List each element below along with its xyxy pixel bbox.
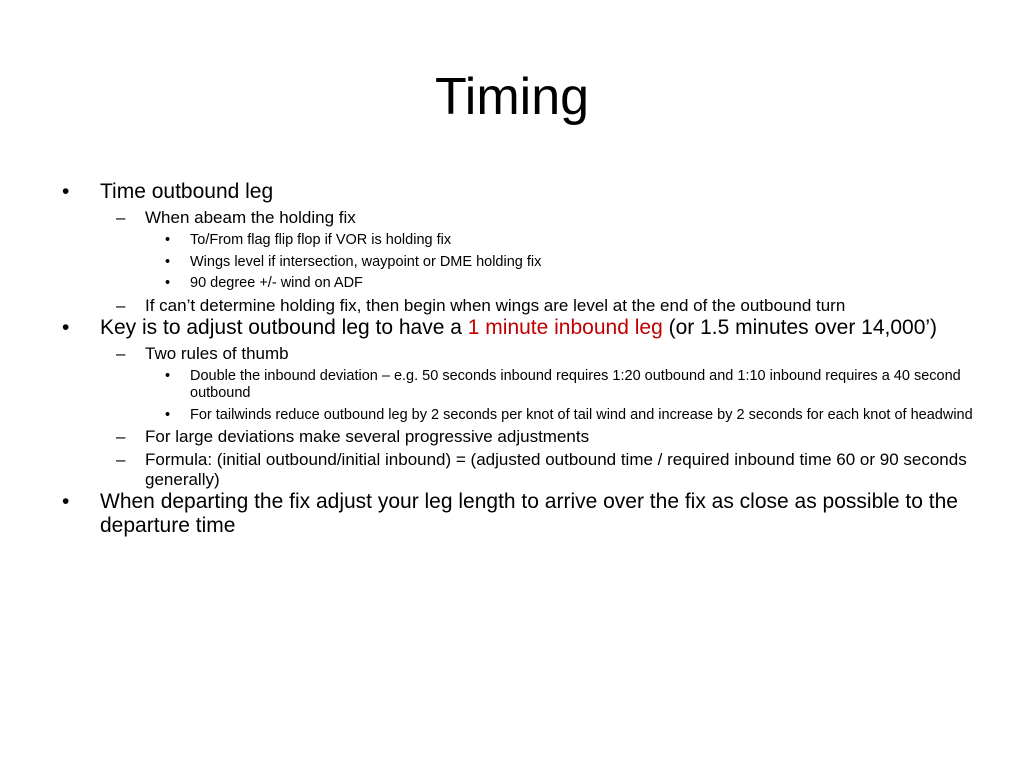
- sub-bullet-text: If can’t determine holding fix, then begin when wings are level at the end of the outbound turn: [145, 295, 846, 315]
- sub-bullet-text: Formula: (initial outbound/initial inbound) = (adjusted outbound time / required inbound time 60 or 90 seconds generally): [145, 450, 967, 489]
- sub-sub-bullet-text: Wings level if intersection, waypoint or DME holding fix: [190, 253, 542, 270]
- sub-bullet-abeam-holding-fix: [100, 208, 988, 228]
- bullet-icon: •: [165, 367, 171, 384]
- bullet-icon: •: [62, 180, 70, 203]
- bullet-icon: •: [165, 275, 171, 291]
- sub-bullet-text: When abeam the holding fix: [145, 208, 356, 227]
- slide-title: Timing: [434, 68, 590, 126]
- sub-sub-bullet-tailwinds: [145, 407, 988, 425]
- dash-icon: –: [116, 208, 126, 227]
- sub-sub-bullet-double-deviation: [145, 368, 988, 403]
- sub-bullet-text: Two rules of thumb: [145, 343, 289, 363]
- dash-icon: –: [116, 450, 126, 469]
- slide-content: [58, 180, 988, 542]
- sub-sub-bullet-wings-level: [145, 254, 988, 272]
- bullet-icon: •: [62, 490, 70, 513]
- sub-sub-bullet-adf: [145, 275, 988, 293]
- sub-sub-bullet-text: Double the inbound deviation – e.g. 50 seconds inbound requires 1:20 outbound and 1:10 inbound requires a 40 second outbound: [190, 367, 961, 401]
- bullet-text-before: Key is to adjust outbound leg to have a: [100, 315, 468, 339]
- bullet-text: When departing the fix adjust your leg length to arrive over the fix as close as possible to the departure time: [100, 490, 958, 537]
- bullet-icon: •: [165, 406, 171, 423]
- bullet-key-adjust-outbound: [58, 316, 988, 340]
- sub-bullet-cant-determine: [100, 296, 988, 316]
- dash-icon: –: [116, 295, 126, 315]
- bullet-icon: •: [62, 315, 70, 339]
- sub-bullet-text: For large deviations make several progressive adjustments: [145, 427, 590, 446]
- dash-icon: –: [116, 427, 126, 446]
- sub-sub-bullet-text: 90 degree +/- wind on ADF: [190, 275, 363, 291]
- bullet-time-outbound-leg: [58, 180, 988, 204]
- sub-sub-bullet-text: For tailwinds reduce outbound leg by 2 seconds per knot of tail wind and increase by 2 seconds for each knot of headwind: [190, 406, 973, 423]
- bullet-icon: •: [165, 253, 171, 270]
- highlight-text: 1 minute inbound leg: [467, 315, 663, 339]
- bullet-text-after: (or 1.5 minutes over 14,000’): [662, 315, 938, 339]
- sub-sub-bullet-vor: [145, 232, 988, 250]
- bullet-icon: •: [165, 232, 171, 248]
- sub-bullet-rules-of-thumb: [100, 344, 988, 364]
- sub-bullet-large-deviations: [100, 427, 988, 447]
- sub-sub-bullet-text: To/From flag flip flop if VOR is holding fix: [190, 232, 452, 248]
- sub-bullet-formula: [100, 450, 988, 490]
- bullet-departing-fix: [58, 490, 988, 538]
- dash-icon: –: [116, 343, 126, 363]
- bullet-text: Time outbound leg: [100, 180, 274, 203]
